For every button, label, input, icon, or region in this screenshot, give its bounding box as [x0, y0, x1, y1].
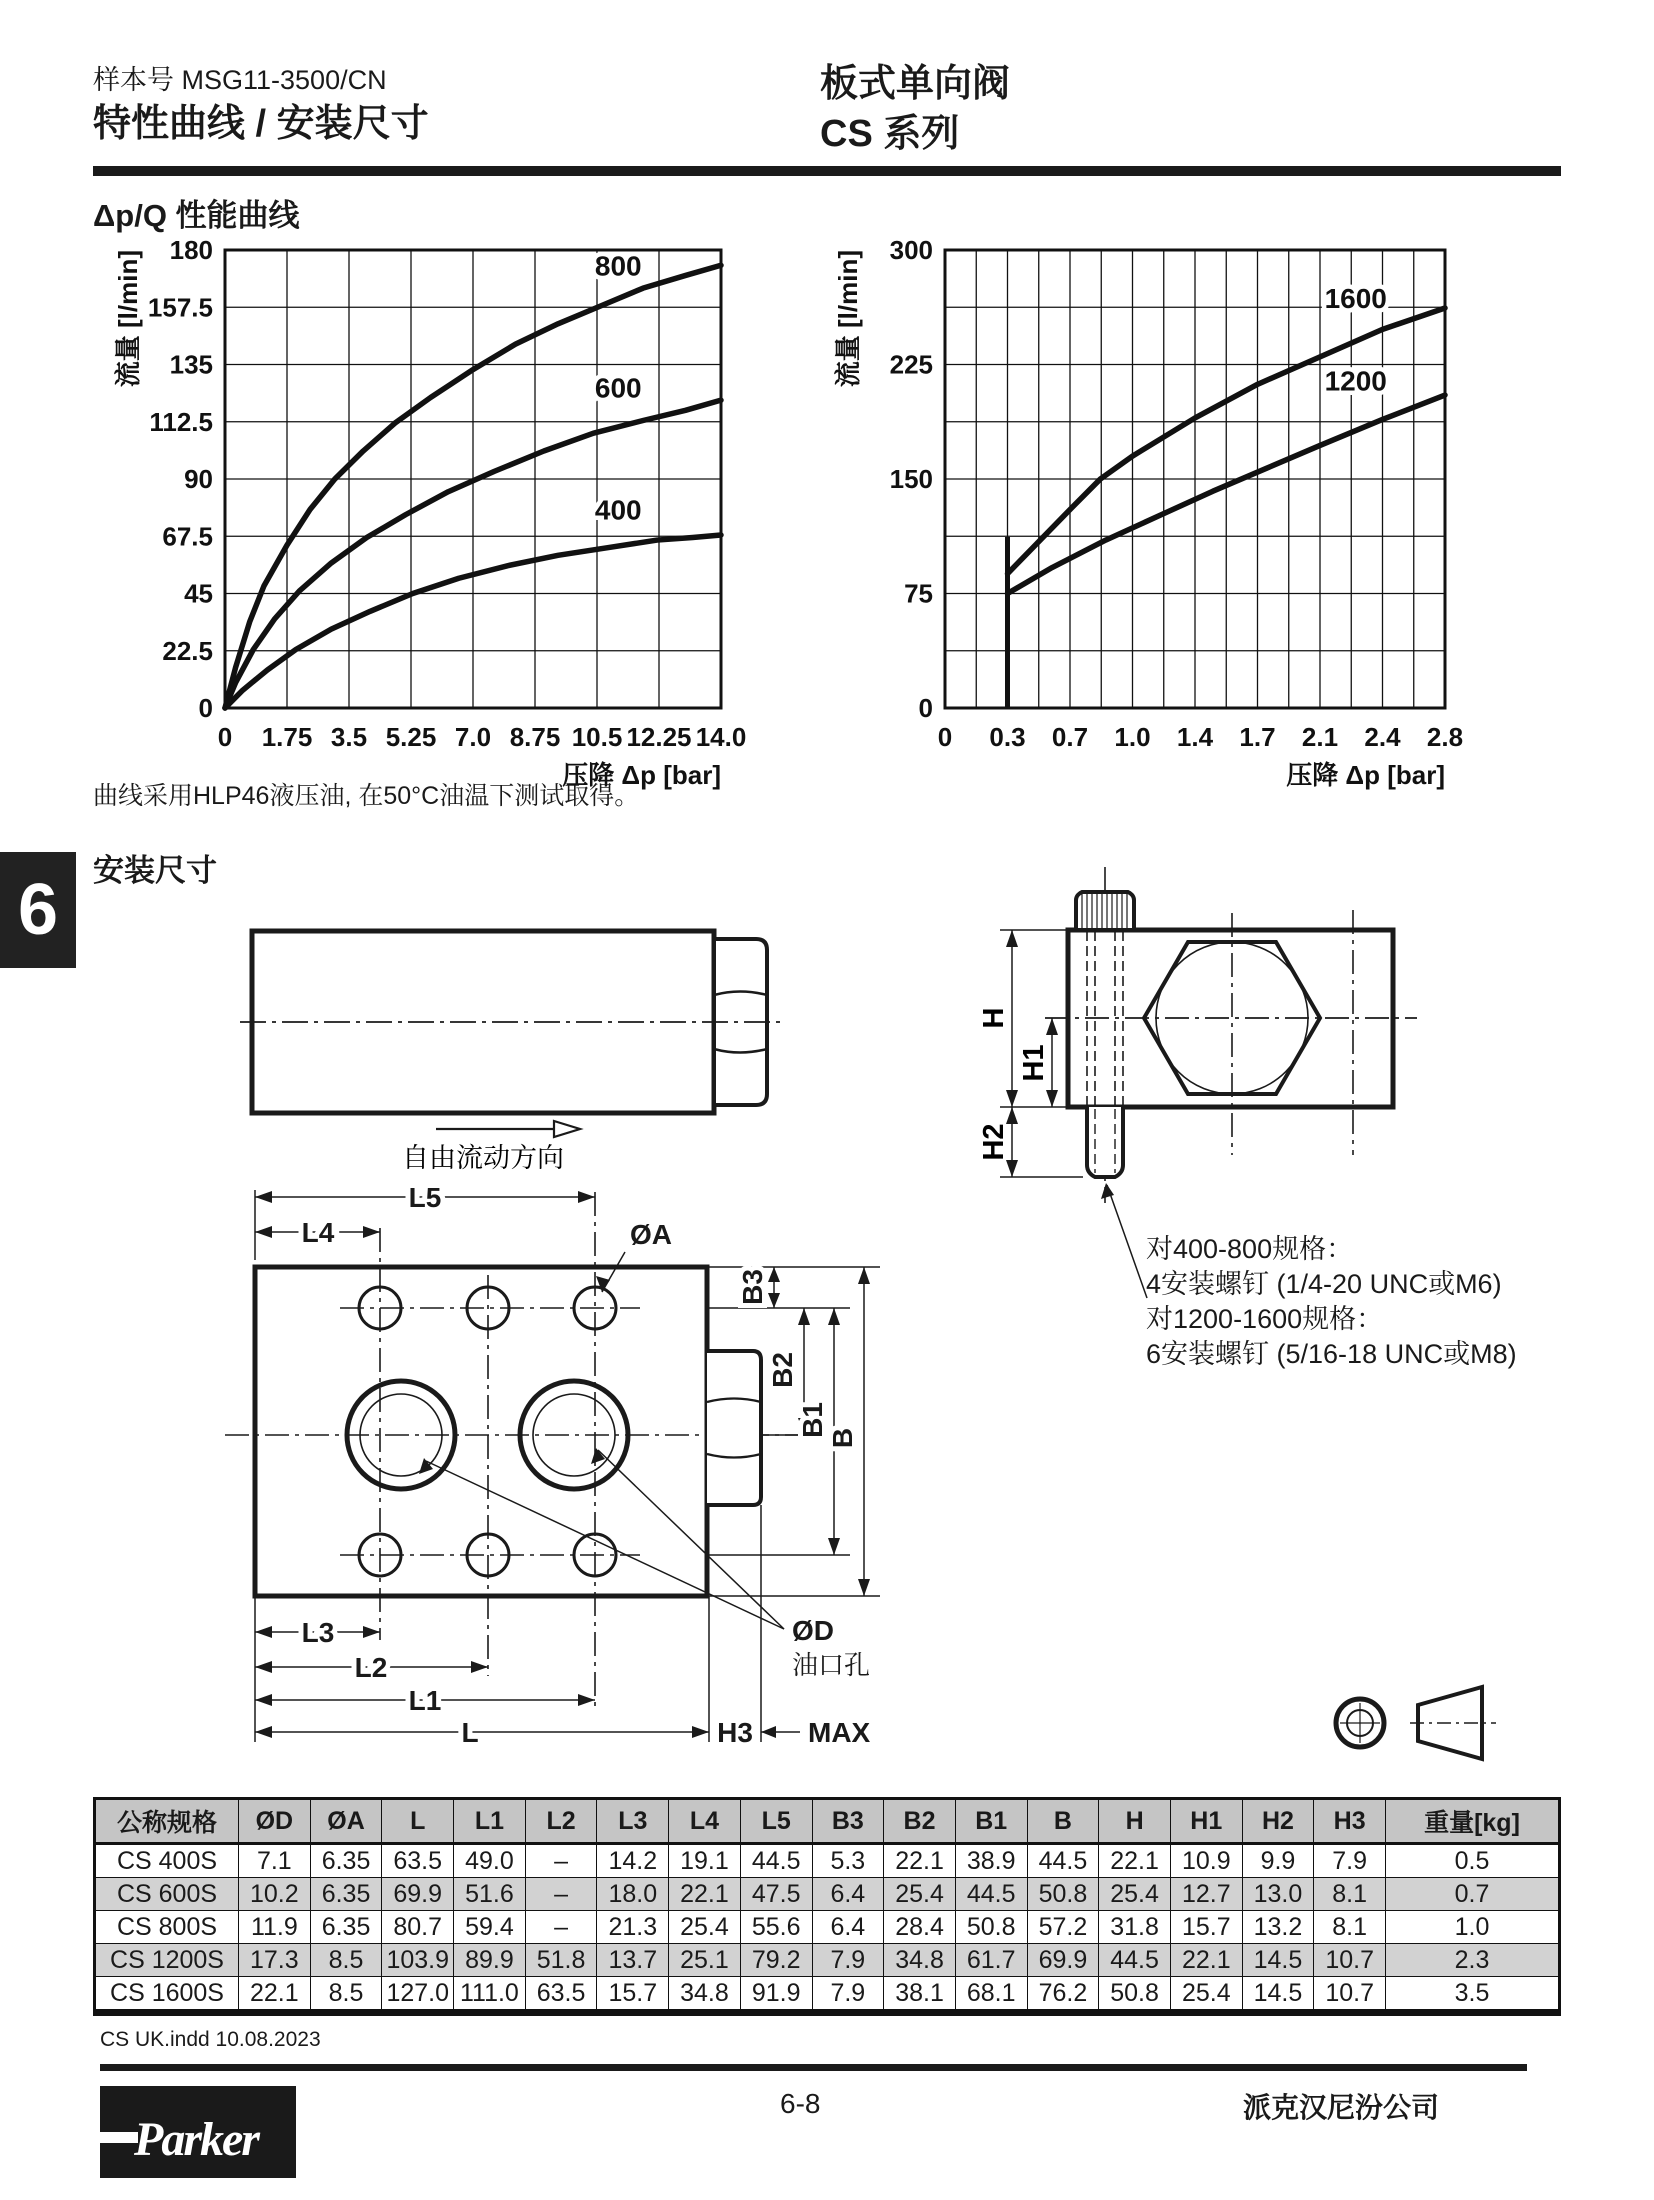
x-tick-label: 1.4: [1176, 722, 1214, 752]
table-row: [95, 1911, 1560, 1944]
y-tick-label: 90: [184, 464, 213, 494]
table-cell: 103.9: [382, 1944, 454, 1977]
table-header-cell: B2: [884, 1799, 956, 1844]
table-cell: 38.9: [955, 1844, 1027, 1878]
product-title: 板式单向阀: [820, 63, 1011, 105]
table-cell: 47.5: [740, 1878, 812, 1911]
chapter-number: 6: [17, 870, 59, 950]
y-tick-label: 67.5: [162, 521, 213, 552]
screw-note-line: 对1200-1600规格：: [1146, 1304, 1384, 1334]
table-cell: 11.9: [239, 1911, 311, 1944]
table-cell: 10.7: [1314, 1944, 1386, 1977]
port-hole-label: 油口孔: [792, 1650, 871, 1680]
table-cell: 69.9: [382, 1878, 454, 1911]
table-row: [95, 1944, 1560, 1977]
x-tick-label: 1.7: [1239, 722, 1276, 752]
table-cell: 55.6: [740, 1911, 812, 1944]
x-tick-label: 2.8: [1426, 722, 1464, 752]
table-cell: 9.9: [1242, 1844, 1314, 1878]
y-tick-label: 22.5: [162, 635, 213, 666]
table-cell: 59.4: [454, 1911, 526, 1944]
curve-label: 1600: [1324, 283, 1387, 315]
table-cell: 14.5: [1242, 1977, 1314, 2013]
section-heading-dimensions: 安装尺寸: [93, 853, 217, 888]
x-tick-label: 0: [217, 722, 233, 752]
dim-B1: B1: [797, 1402, 828, 1438]
table-cell: 8.5: [310, 1977, 382, 2013]
x-tick-label: 3.5: [330, 722, 368, 752]
y-tick-label: 157.5: [147, 292, 213, 323]
dim-L3: L3: [301, 1617, 335, 1648]
table-header-cell: H3: [1314, 1799, 1386, 1844]
table-cell: 7.9: [1314, 1844, 1386, 1878]
y-tick-label: 135: [169, 349, 213, 380]
table-cell: 34.8: [884, 1944, 956, 1977]
dim-B2: B2: [767, 1352, 798, 1388]
table-cell: 31.8: [1099, 1911, 1171, 1944]
table-cell: 6.35: [310, 1911, 382, 1944]
table-cell: 13.0: [1242, 1878, 1314, 1911]
table-cell: 25.4: [669, 1911, 741, 1944]
y-tick-label: 150: [889, 464, 933, 494]
table-cell: 25.4: [884, 1878, 956, 1911]
dim-H3: H3: [717, 1717, 753, 1748]
table-cell: 38.1: [884, 1977, 956, 2013]
table-cell: 3.5: [1386, 1977, 1560, 2013]
table-cell: 22.1: [1170, 1944, 1242, 1977]
table-cell: 57.2: [1027, 1911, 1099, 1944]
projection-symbol-icon: [1330, 1675, 1505, 1770]
chapter-tab: [0, 852, 76, 968]
table-cell: 44.5: [740, 1844, 812, 1878]
dim-H: H: [978, 1007, 1010, 1029]
table-cell: CS 800S: [95, 1911, 239, 1944]
dim-H2: H2: [978, 1123, 1010, 1161]
table-cell: 79.2: [740, 1944, 812, 1977]
mounting-screw-note: [1146, 1232, 1517, 1372]
table-cell: 6.35: [310, 1844, 382, 1878]
table-cell: 51.8: [525, 1944, 597, 1977]
curve-label: 800: [594, 250, 642, 282]
table-cell: CS 1200S: [95, 1944, 239, 1977]
dim-L: L: [461, 1717, 479, 1748]
table-cell: 21.3: [597, 1911, 669, 1944]
table-cell: –: [525, 1844, 597, 1878]
table-cell: 49.0: [454, 1844, 526, 1878]
table-cell: 18.0: [597, 1878, 669, 1911]
footer-rule: [100, 2064, 1527, 2071]
table-cell: 25.4: [1170, 1977, 1242, 2013]
table-cell: 2.3: [1386, 1944, 1560, 1977]
dim-H1: H1: [1018, 1044, 1050, 1082]
table-cell: 22.1: [884, 1844, 956, 1878]
table-header: [95, 1799, 1560, 1844]
x-tick-label: 1.0: [1114, 722, 1151, 752]
screw-note-line: 4安装螺钉 (1/4-20 UNC或M6): [1146, 1269, 1502, 1299]
table-cell: 44.5: [1027, 1844, 1099, 1878]
y-axis-title: 流量 [l/min]: [833, 250, 863, 388]
x-tick-label: 2.4: [1364, 722, 1401, 752]
table-cell: 1.0: [1386, 1911, 1560, 1944]
table-cell: 50.8: [955, 1911, 1027, 1944]
table-cell: 127.0: [382, 1977, 454, 2013]
table-cell: 10.7: [1314, 1977, 1386, 2013]
table-cell: 50.8: [1099, 1977, 1171, 2013]
table-cell: 15.7: [597, 1977, 669, 2013]
y-axis-title: 流量 [l/min]: [113, 250, 143, 388]
x-tick-label: 5.25: [385, 722, 437, 752]
x-tick-label: 0: [937, 722, 953, 752]
table-header-cell: 重量[kg]: [1386, 1799, 1560, 1844]
table-cell: 15.7: [1170, 1911, 1242, 1944]
table-header-cell: ØA: [310, 1799, 382, 1844]
table-header-cell: H1: [1170, 1799, 1242, 1844]
table-header-cell: L1: [454, 1799, 526, 1844]
table-header-cell: 公称规格: [95, 1799, 239, 1844]
table-cell: 17.3: [239, 1944, 311, 1977]
doc-number: 样本号 MSG11-3500/CN: [93, 65, 387, 95]
table-cell: 5.3: [812, 1844, 884, 1878]
table-cell: 14.5: [1242, 1944, 1314, 1977]
table-header-cell: L3: [597, 1799, 669, 1844]
x-axis-title: 压降 Δp [bar]: [562, 760, 721, 790]
y-tick-label: 225: [889, 349, 933, 380]
dim-L1: L1: [408, 1685, 442, 1716]
table-cell: 68.1: [955, 1977, 1027, 2013]
x-tick-label: 0.3: [989, 722, 1026, 752]
y-tick-label: 75: [904, 578, 933, 609]
dim-B: B: [827, 1427, 858, 1449]
page-number: 6-8: [780, 2088, 821, 2119]
section-heading-curves: Δp/Q 性能曲线: [93, 198, 300, 233]
table-cell: 8.1: [1314, 1911, 1386, 1944]
table-cell: 69.9: [1027, 1944, 1099, 1977]
table-cell: 63.5: [525, 1977, 597, 2013]
y-tick-label: 300: [889, 235, 933, 265]
dim-L5: L5: [408, 1182, 442, 1213]
y-tick-label: 0: [918, 693, 933, 723]
table-cell: 6.4: [812, 1911, 884, 1944]
table-cell: CS 1600S: [95, 1977, 239, 2013]
table-cell: 63.5: [382, 1844, 454, 1878]
company-name: 派克汉尼汾公司: [1243, 2092, 1440, 2123]
table-row: [95, 1977, 1560, 2013]
dim-OD: ØD: [792, 1615, 834, 1646]
table-header-cell: L2: [525, 1799, 597, 1844]
drawing-top-view: [170, 1180, 910, 1770]
table-header-cell: B3: [812, 1799, 884, 1844]
table-cell: 61.7: [955, 1944, 1027, 1977]
screw-note-line: 对400-800规格：: [1146, 1234, 1354, 1264]
drawing-valve-side-view: [240, 925, 785, 1175]
y-tick-label: 180: [169, 235, 213, 265]
test-condition-note: 曲线采用HLP46液压油, 在50°C油温下测试取得。: [93, 782, 640, 810]
dp-q-chart-400-800: [95, 235, 755, 790]
table-cell: 6.4: [812, 1878, 884, 1911]
table-cell: 7.1: [239, 1844, 311, 1878]
x-tick-label: 8.75: [509, 722, 561, 752]
table-cell: 28.4: [884, 1911, 956, 1944]
flow-arrow-head: [554, 1121, 580, 1137]
valve-body-top: [255, 1267, 707, 1596]
header-rule: [93, 166, 1561, 176]
table-row: [95, 1878, 1560, 1911]
table-cell: CS 600S: [95, 1878, 239, 1911]
table-header-cell: B: [1027, 1799, 1099, 1844]
dimension-table: [93, 1797, 1561, 2016]
dim-MAX: MAX: [808, 1717, 871, 1748]
dimension-table-wrap: [93, 1797, 1561, 2016]
x-tick-label: 7.0: [454, 722, 492, 752]
table-header-cell: L: [382, 1799, 454, 1844]
table-cell: 13.2: [1242, 1911, 1314, 1944]
table-cell: 0.5: [1386, 1844, 1560, 1878]
table-header-cell: B1: [955, 1799, 1027, 1844]
table-cell: 50.8: [1027, 1878, 1099, 1911]
series-title: CS 系列: [820, 113, 960, 155]
table-cell: 44.5: [955, 1878, 1027, 1911]
table-cell: 25.1: [669, 1944, 741, 1977]
curve-label: 600: [594, 372, 642, 404]
table-cell: 7.9: [812, 1977, 884, 2013]
table-cell: 34.8: [669, 1977, 741, 2013]
x-tick-label: 12.25: [626, 722, 692, 752]
y-tick-label: 45: [184, 578, 213, 609]
dim-L4: L4: [301, 1217, 335, 1248]
table-cell: 51.6: [454, 1878, 526, 1911]
table-row: [95, 1844, 1560, 1878]
table-cell: 22.1: [1099, 1844, 1171, 1878]
curve-label: 1200: [1324, 365, 1387, 397]
table-cell: –: [525, 1878, 597, 1911]
dim-arrows: [255, 1191, 870, 1738]
dim-B3: B3: [737, 1269, 768, 1305]
table-header-cell: H: [1099, 1799, 1171, 1844]
table-cell: 80.7: [382, 1911, 454, 1944]
table-cell: 13.7: [597, 1944, 669, 1977]
dim-OA: ØA: [630, 1219, 672, 1250]
table-cell: 10.2: [239, 1878, 311, 1911]
table-cell: 22.1: [669, 1878, 741, 1911]
parker-logo-text: Parker: [134, 2113, 258, 2166]
x-tick-label: 10.5: [571, 722, 623, 752]
table-cell: 22.1: [239, 1977, 311, 2013]
screw-note-line: 6安装螺钉 (5/16-18 UNC或M8): [1146, 1339, 1517, 1369]
table-header-cell: H2: [1242, 1799, 1314, 1844]
table-cell: 0.7: [1386, 1878, 1560, 1911]
dim-L2: L2: [354, 1652, 388, 1683]
table-cell: 44.5: [1099, 1944, 1171, 1977]
table-cell: 91.9: [740, 1977, 812, 2013]
dim-lines: [255, 1190, 880, 1742]
table-cell: 6.35: [310, 1878, 382, 1911]
table-cell: 8.5: [310, 1944, 382, 1977]
parker-logo: [100, 2086, 296, 2178]
parker-logo-bar: [100, 2132, 138, 2143]
table-cell: 111.0: [454, 1977, 526, 2013]
y-tick-label: 0: [198, 693, 213, 723]
table-cell: 76.2: [1027, 1977, 1099, 2013]
imprint: CS UK.indd 10.08.2023: [100, 2028, 321, 2051]
table-cell: CS 400S: [95, 1844, 239, 1878]
hex-plug-side: [707, 1351, 761, 1505]
table-cell: 7.9: [812, 1944, 884, 1977]
table-cell: 25.4: [1099, 1878, 1171, 1911]
x-tick-label: 14.0: [695, 722, 747, 752]
y-tick-label: 112.5: [149, 406, 213, 437]
x-axis-title: 压降 Δp [bar]: [1286, 760, 1445, 790]
curve-label: 400: [594, 494, 642, 526]
screw-head: [1076, 892, 1134, 930]
table-body: [95, 1844, 1560, 2013]
table-header-cell: L5: [740, 1799, 812, 1844]
table-cell: 19.1: [669, 1844, 741, 1878]
x-tick-label: 0.7: [1051, 722, 1089, 752]
table-cell: 12.7: [1170, 1878, 1242, 1911]
table-cell: 89.9: [454, 1944, 526, 1977]
table-cell: –: [525, 1911, 597, 1944]
page-title: 特性曲线 / 安装尺寸: [93, 103, 429, 145]
table-cell: 10.9: [1170, 1844, 1242, 1878]
table-cell: 14.2: [597, 1844, 669, 1878]
x-tick-label: 2.1: [1301, 722, 1339, 752]
x-tick-label: 1.75: [261, 722, 313, 752]
table-header-cell: L4: [669, 1799, 741, 1844]
dp-q-chart-1200-1600: [815, 235, 1485, 790]
screw-tip: [1087, 1107, 1123, 1177]
flow-direction-label: 自由流动方向: [402, 1143, 564, 1173]
table-cell: 8.1: [1314, 1878, 1386, 1911]
table-header-cell: ØD: [239, 1799, 311, 1844]
